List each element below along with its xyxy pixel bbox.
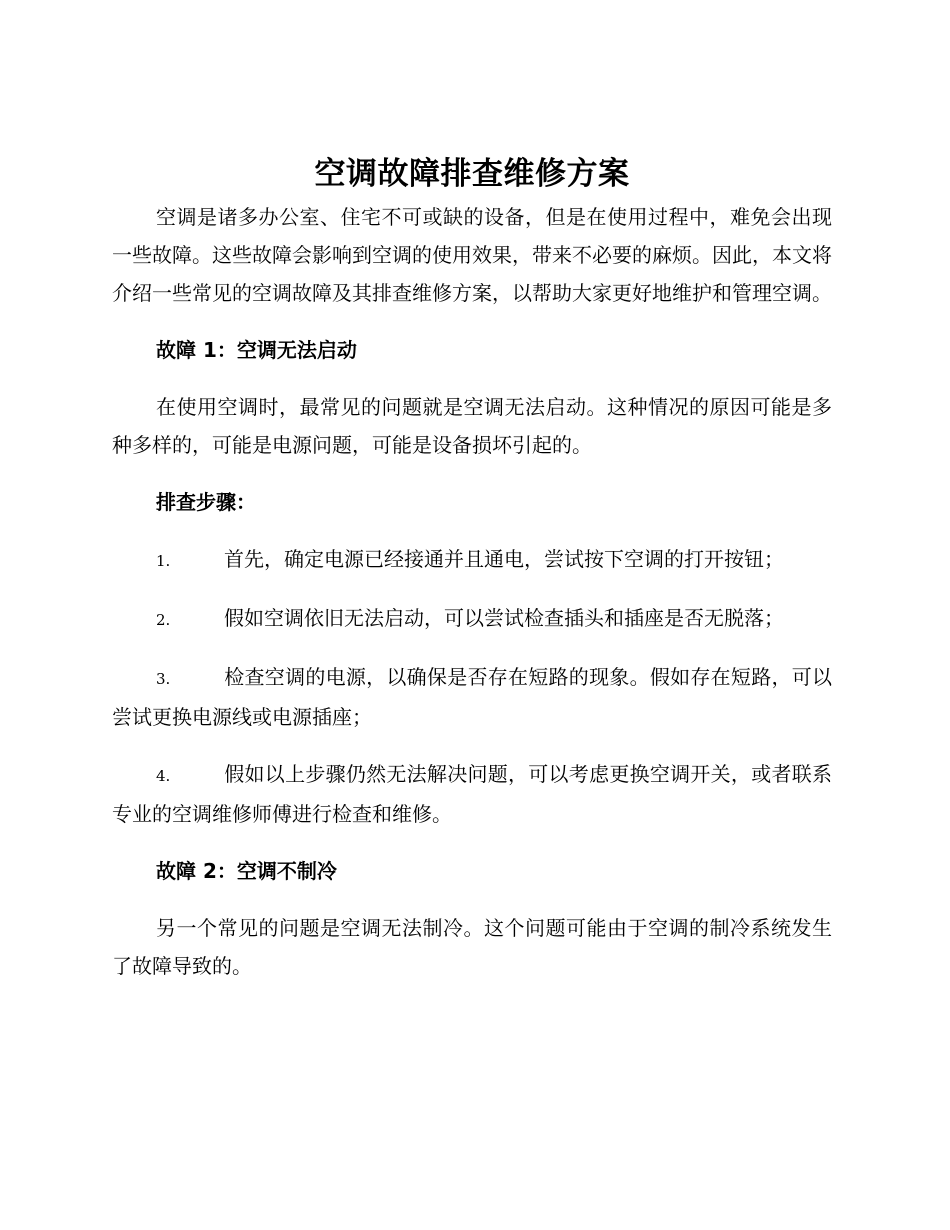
step-text: 检查空调的电源，以确保是否存在短路的现象。假如存在短路，可以尝试更换电源线或电源插座； xyxy=(112,665,832,729)
document-title: 空调故障排查维修方案 xyxy=(314,156,630,192)
spacer xyxy=(112,369,832,388)
intro-paragraph: 空调是诸多办公室、住宅不可或缺的设备，但是在使用过程中，难免会出现一些故障。这些故障会影响到空调的使用效果，带来不必要的麻烦。因此，本文将介绍一些常见的空调故障及其排查维修方案，以帮助大家更好地维护和管理空调。 xyxy=(112,205,832,305)
spacer xyxy=(112,736,832,755)
step-number: 1. xyxy=(156,552,171,570)
document-page xyxy=(112,150,832,985)
spacer xyxy=(112,890,832,909)
step-text: 首先，确定电源已经接通并且通电，尝试按下空调的打开按钮； xyxy=(224,547,784,571)
step-number: 3. xyxy=(156,670,171,688)
fault2-heading: 故障 2：空调不制冷 xyxy=(156,859,337,883)
spacer xyxy=(112,464,832,483)
step-number: 4. xyxy=(156,767,171,785)
spacer xyxy=(112,580,832,599)
step-text: 假如以上步骤仍然无法解决问题，可以考虑更换空调开关，或者联系专业的空调维修师傅进行检查和维修。 xyxy=(112,762,832,826)
step-item xyxy=(112,540,832,580)
step-text: 假如空调依旧无法启动，可以尝试检查插头和插座是否无脱落； xyxy=(224,606,784,630)
step-item xyxy=(112,658,832,736)
spacer xyxy=(112,312,832,331)
spacer xyxy=(112,521,832,540)
fault1-description: 在使用空调时，最常见的问题就是空调无法启动。这种情况的原因可能是多种多样的，可能是电源问题，可能是设备损坏引起的。 xyxy=(112,395,832,457)
step-number: 2. xyxy=(156,611,171,629)
step-item xyxy=(112,599,832,639)
steps-heading: 排查步骤： xyxy=(156,490,256,514)
fault2-description: 另一个常见的问题是空调无法制冷。这个问题可能由于空调的制冷系统发生了故障导致的。 xyxy=(112,916,832,978)
spacer xyxy=(112,833,832,852)
spacer xyxy=(112,639,832,658)
step-item xyxy=(112,755,832,833)
fault1-heading: 故障 1：空调无法启动 xyxy=(156,338,357,362)
